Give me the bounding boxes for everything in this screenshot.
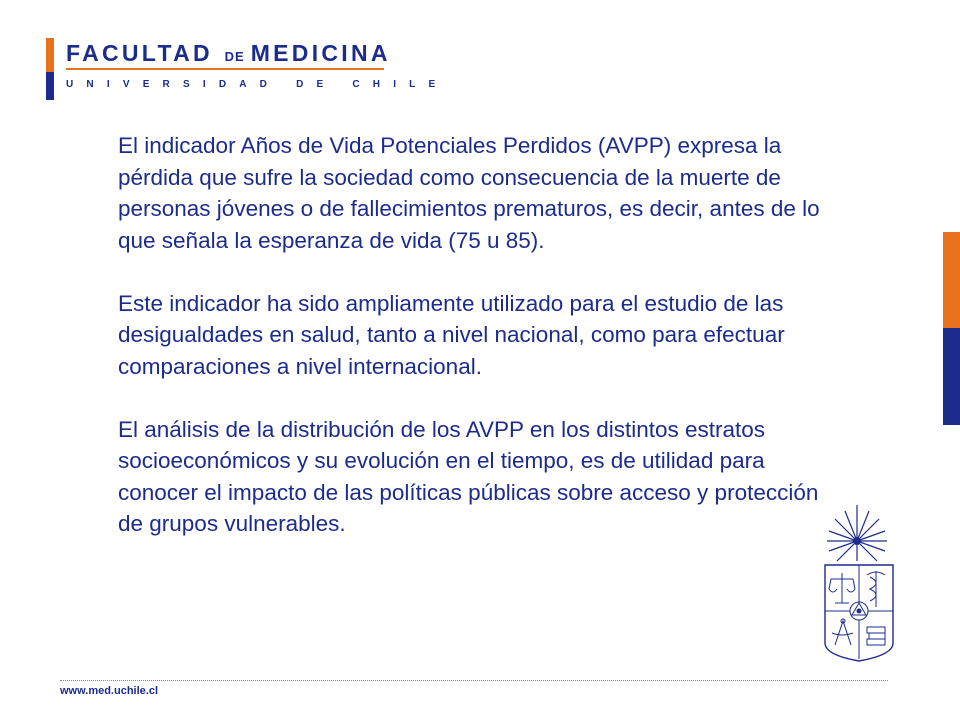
university-crest-icon	[815, 505, 905, 665]
paragraph-avpp-analysis: El análisis de la distribución de los AVPP en los distintos estratos socioeconómicos y su evolución en el tiempo, es de utilidad para conocer el impacto de las políticas públicas sobre acceso y protección de grupos vulnerables.	[118, 416, 819, 536]
logo-subtitle: UNIVERSIDAD DE CHILE	[66, 79, 449, 90]
logo-divider	[66, 68, 384, 70]
side-accent-orange	[943, 232, 960, 328]
paragraph-avpp-usage: Este indicador ha sido ampliamente utilizado para el estudio de las desigualdades en salud, tanto a nivel nacional, como para efectuar comparaciones a nivel internacional.	[118, 290, 785, 379]
paragraph-avpp-definition: El indicador Años de Vida Potenciales Perdidos (AVPP) expresa la pérdida que sufre la sociedad como consecuencia de la muerte de personas jóvenes o de fallecimientos prematuros, es decir, antes de lo que señala la esperanza de vida (75 u 85).	[118, 133, 820, 253]
faculty-logo-title	[66, 40, 391, 67]
logo-accent-blue	[46, 72, 54, 100]
body-text	[118, 130, 848, 571]
logo-word-faculty: FACULTAD	[66, 40, 213, 66]
side-accent-blue	[943, 328, 960, 425]
logo-word-medicine: MEDICINA	[250, 40, 391, 66]
logo-connector: DE	[224, 49, 245, 64]
footer-website-url[interactable]: www.med.uchile.cl	[60, 685, 159, 697]
footer-divider	[60, 680, 888, 681]
logo-accent-orange	[46, 38, 54, 72]
